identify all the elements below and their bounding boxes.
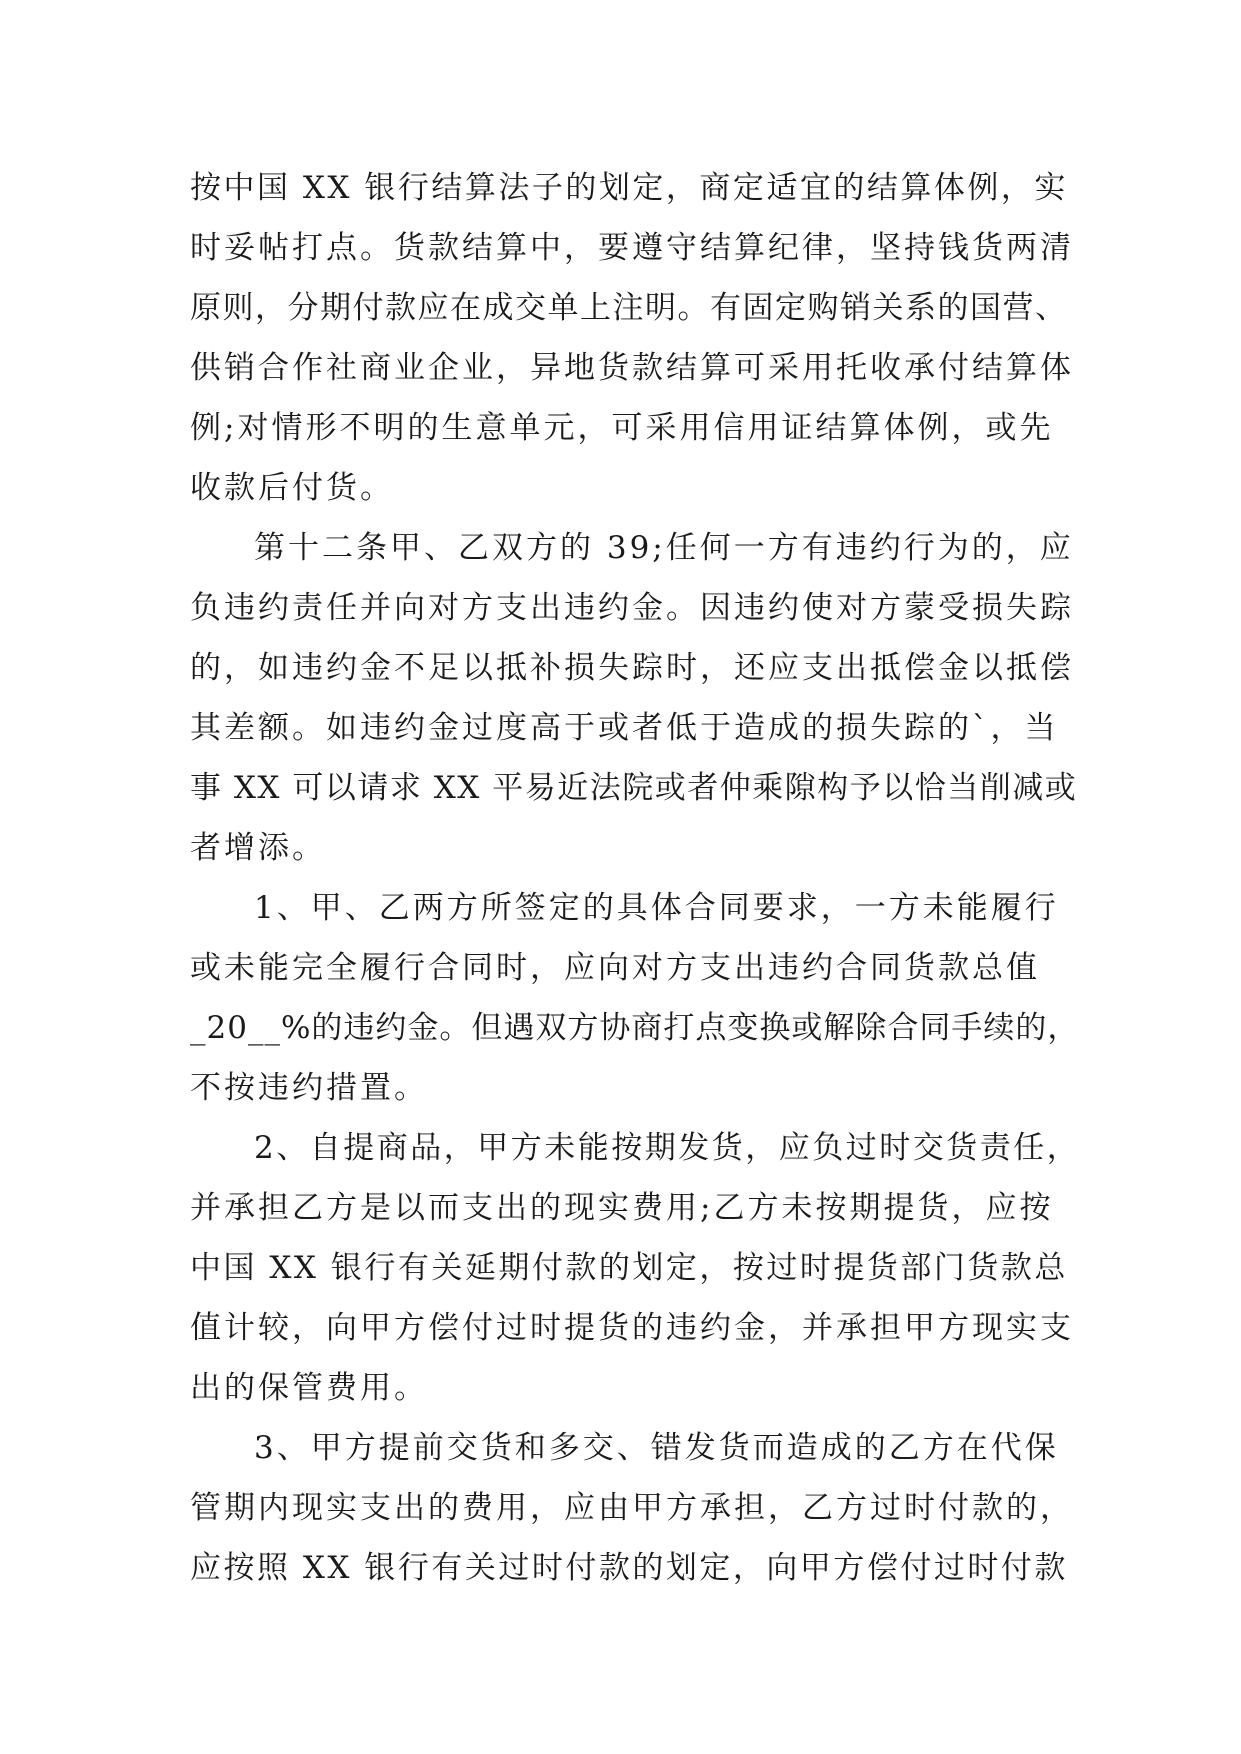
text-line: 时妥帖打点。货款结算中，要遵守结算纪律，坚持钱货两清 — [190, 230, 1074, 266]
text-line: 负违约责任并向对方支出违约金。因违约使对方蒙受损失踪 — [190, 590, 1074, 626]
document-body — [190, 158, 1081, 1598]
text-line: 供销合作社商业企业，异地货款结算可采用托收承付结算体 — [190, 350, 1074, 386]
text-line: 收款后付货。 — [190, 470, 394, 506]
text-line: 1、甲、乙两方所签定的具体合同要求，一方未能履行 — [254, 890, 1059, 926]
text-line: 3、甲方提前交货和多交、错发货而造成的乙方在代保 — [254, 1430, 1059, 1466]
text-line: 或未能完全履行合同时，应向对方支出违约合同货款总值 — [190, 950, 1040, 986]
text-line: 者增添。 — [190, 830, 326, 866]
text-line: 第十二条甲、乙双方的 39;任何一方有违约行为的，应 — [254, 530, 1074, 566]
text-line: 原则，分期付款应在成交单上注明。有固定购销关系的国营、 — [190, 290, 1068, 326]
text-line: 应按照 XX 银行有关过时付款的划定，向甲方偿付过时付款 — [190, 1550, 1068, 1586]
text-line: 管期内现实支出的费用，应由甲方承担，乙方过时付款的， — [190, 1490, 1074, 1526]
text-line: 事 XX 可以请求 XX 平易近法院或者仲乘隙构予以恰当削减或 — [190, 770, 1078, 806]
text-line: 不按违约措置。 — [190, 1070, 428, 1106]
text-line: 其差额。如违约金过度高于或者低于造成的损失踪的`，当 — [190, 710, 1059, 746]
text-line: 中国 XX 银行有关延期付款的划定，按过时提货部门货款总 — [190, 1250, 1068, 1286]
text-line: 并承担乙方是以而支出的现实费用;乙方未按期提货，应按 — [190, 1190, 1054, 1226]
text-line: _20__%的违约金。但遇双方协商打点变换或解除合同手续的， — [190, 1010, 1080, 1046]
text-line: 值计较，向甲方偿付过时提货的违约金，并承担甲方现实支 — [190, 1310, 1074, 1346]
text-line: 例;对情形不明的生意单元，可采用信用证结算体例，或先 — [190, 410, 1054, 446]
text-line: 的，如违约金不足以抵补损失踪时，还应支出抵偿金以抵偿 — [190, 650, 1074, 686]
text-line: 2、自提商品，甲方未能按期发货，应负过时交货责任， — [254, 1130, 1081, 1166]
text-line: 按中国 XX 银行结算法子的划定，商定适宜的结算体例，实 — [190, 170, 1068, 206]
text-line: 出的保管费用。 — [190, 1370, 428, 1406]
